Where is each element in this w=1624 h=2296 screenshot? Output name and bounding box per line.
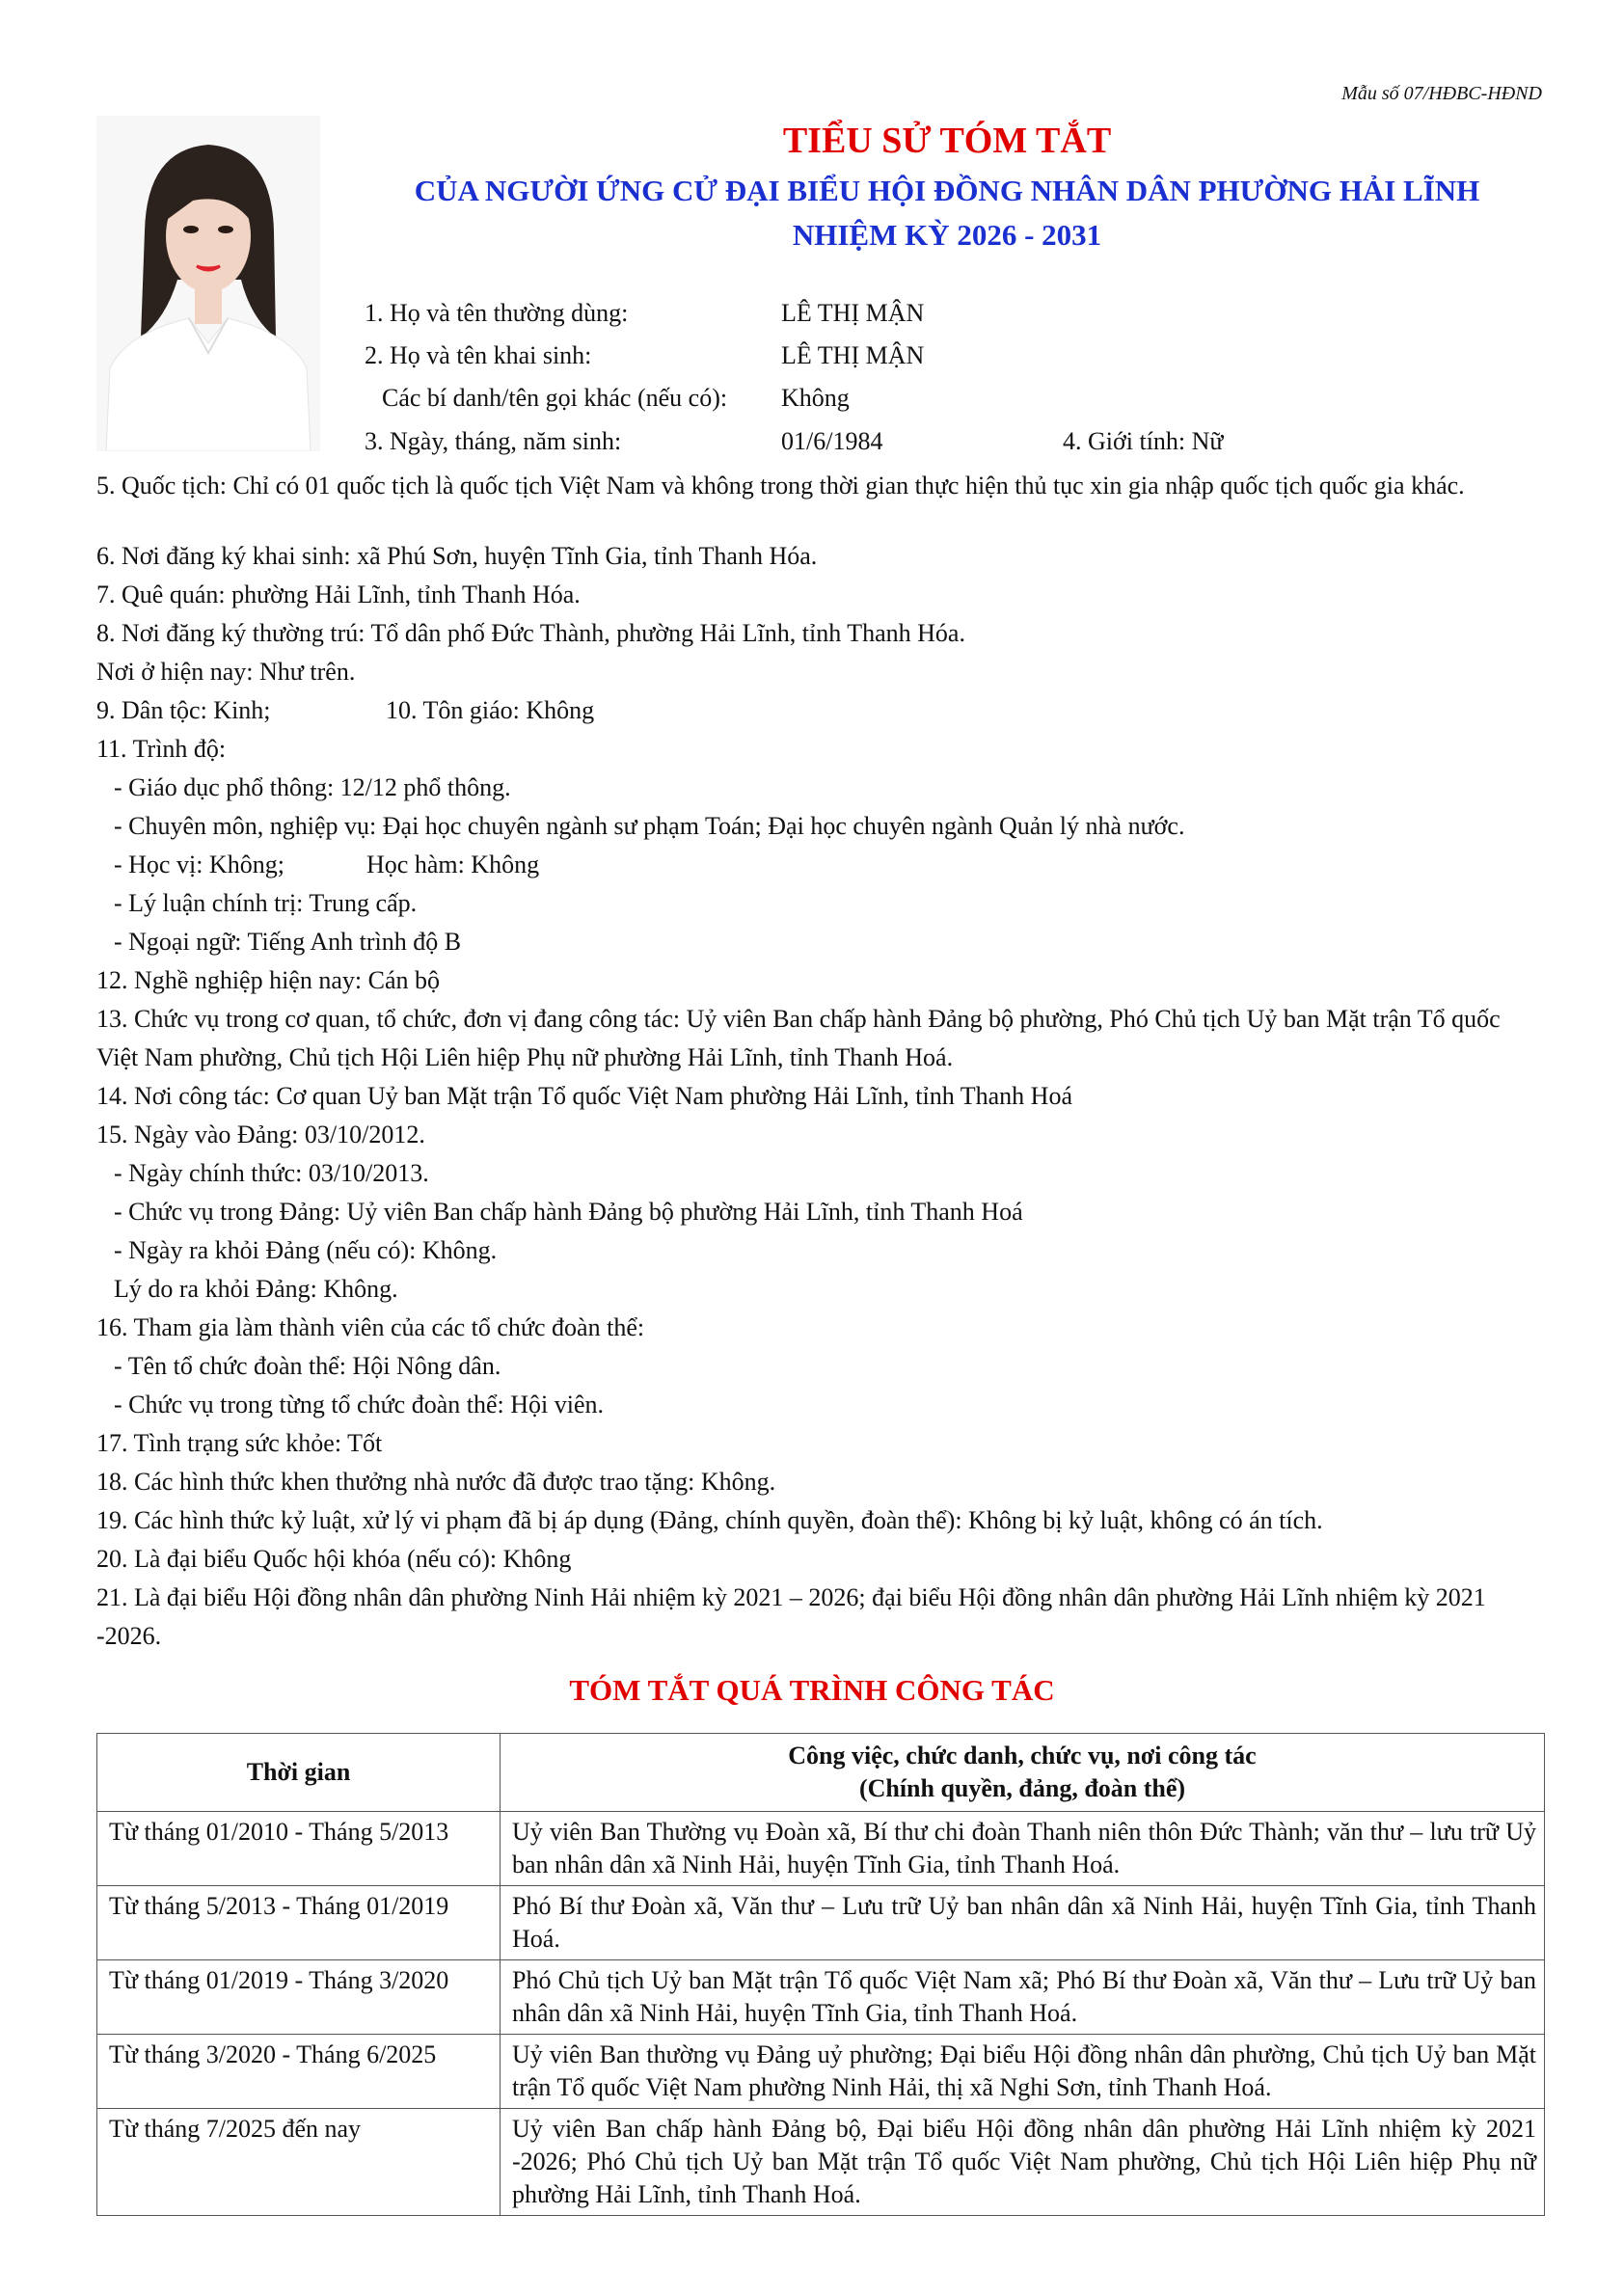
general-education-item: - Giáo dục phổ thông: 12/12 phổ thông.: [114, 773, 511, 801]
table-row: [97, 1960, 1545, 2035]
gender-field: 4. Giới tính: Nữ: [1063, 427, 1224, 455]
column-header-time: Thời gian: [97, 1734, 501, 1812]
row-time: Từ tháng 5/2013 - Tháng 01/2019: [97, 1886, 501, 1960]
dob-value: 01/6/1984: [781, 427, 883, 455]
portrait-image: [96, 116, 320, 451]
occupation-item: 12. Nghề nghiệp hiện nay: Cán bộ: [96, 966, 440, 994]
form-code: Mẫu số 07/HĐBC-HĐND: [1341, 83, 1542, 104]
political-theory-item: - Lý luận chính trị: Trung cấp.: [114, 889, 418, 917]
row-time: Từ tháng 3/2020 - Tháng 6/2025: [97, 2035, 501, 2109]
health-item: 17. Tình trạng sức khỏe: Tốt: [96, 1429, 383, 1457]
hometown-item: 7. Quê quán: phường Hải Lĩnh, tỉnh Thanh Hóa.: [96, 581, 581, 608]
awards-item: 18. Các hình thức khen thưởng nhà nước đã được trao tặng: Không.: [96, 1468, 776, 1496]
dob-label: 3. Ngày, tháng, năm sinh:: [365, 427, 622, 455]
religion-item: 10. Tôn giáo: Không: [386, 696, 595, 724]
table-header-row: [97, 1734, 1545, 1812]
national-assembly-item: 20. Là đại biểu Quốc hội khóa (nếu có): Không: [96, 1545, 572, 1573]
name-common-label: 1. Họ và tên thường dùng:: [365, 299, 629, 327]
party-leave-reason-item: Lý do ra khỏi Đảng: Không.: [114, 1275, 398, 1303]
column-header-work-line2: (Chính quyền, đảng, đoàn thể): [858, 1774, 1186, 1802]
candidate-photo: [96, 116, 320, 451]
people-council-item: 21. Là đại biểu Hội đồng nhân dân phường Ninh Hải nhiệm kỳ 2021 – 2026; đại biểu Hội đồng nhân dân phường Hải Lĩnh nhiệm kỳ 2021 -2026.: [96, 1583, 1486, 1650]
row-work: Phó Bí thư Đoàn xã, Văn thư – Lưu trữ Uỷ ban nhân dân xã Ninh Hải, huyện Tĩnh Gia, tỉnh Thanh Hoá.: [501, 1886, 1545, 1960]
discipline-item: 19. Các hình thức kỷ luật, xử lý vi phạm đã bị áp dụng (Đảng, chính quyền, đoàn thể): Không bị kỷ luật, không có án tích.: [96, 1506, 1323, 1534]
table-row: [97, 1812, 1545, 1886]
row-time: Từ tháng 01/2010 - Tháng 5/2013: [97, 1812, 501, 1886]
alias-label: Các bí danh/tên gọi khác (nếu có):: [382, 384, 728, 412]
column-header-work: [501, 1734, 1545, 1812]
row-work: Uỷ viên Ban thường vụ Đảng uỷ phường; Đại biểu Hội đồng nhân dân phường, Chủ tịch Uỷ ban Mặt trận Tổ quốc Việt Nam phường Ninh Hải, thị xã Nghi Sơn, tỉnh Thanh Hoá.: [501, 2035, 1545, 2109]
foreign-language-item: - Ngoại ngữ: Tiếng Anh trình độ B: [114, 928, 462, 956]
degree-item: - Học vị: Không;: [114, 851, 284, 878]
party-position-item: - Chức vụ trong Đảng: Uỷ viên Ban chấp hành Đảng bộ phường Hải Lĩnh, tỉnh Thanh Hoá: [114, 1198, 1023, 1226]
table-row: [97, 2035, 1545, 2109]
table-row: [97, 1886, 1545, 1960]
row-work: Uỷ viên Ban chấp hành Đảng bộ, Đại biểu Hội đồng nhân dân phường Hải Lĩnh nhiệm kỳ 2021 -2026; Phó Chủ tịch Uỷ ban Mặt trận Tổ quốc Việt Nam phường, Chủ tịch Hội Liên hiệp Phụ nữ phường Hải Lĩnh, tỉnh Thanh Hoá.: [501, 2109, 1545, 2216]
name-birth-value: LÊ THỊ MẬN: [781, 341, 925, 369]
name-birth-label: 2. Họ và tên khai sinh:: [365, 341, 592, 369]
party-join-date-item: 15. Ngày vào Đảng: 03/10/2012.: [96, 1121, 425, 1148]
work-history-table: [96, 1733, 1545, 2216]
organization-name-item: - Tên tổ chức đoàn thể: Hội Nông dân.: [114, 1352, 501, 1380]
party-leave-date-item: - Ngày ra khỏi Đảng (nếu có): Không.: [114, 1236, 498, 1264]
row-time: Từ tháng 01/2019 - Tháng 3/2020: [97, 1960, 501, 2035]
education-heading: 11. Trình độ:: [96, 735, 227, 763]
party-official-date-item: - Ngày chính thức: 03/10/2013.: [114, 1159, 429, 1187]
document-subtitle: CỦA NGƯỜI ỨNG CỬ ĐẠI BIỂU HỘI ĐỒNG NHÂN DÂN PHƯỜNG HẢI LĨNH: [414, 174, 1480, 207]
organizations-heading: 16. Tham gia làm thành viên của các tổ chức đoàn thể:: [96, 1313, 645, 1341]
organization-position-item: - Chức vụ trong từng tổ chức đoàn thể: Hội viên.: [114, 1391, 605, 1418]
alias-value: Không: [781, 384, 850, 412]
nationality-item: 5. Quốc tịch: Chỉ có 01 quốc tịch là quốc tịch Việt Nam và không trong thời gian thực hiện thủ tục xin gia nhập quốc tịch quốc gia khác.: [96, 472, 1465, 500]
current-residence-item: Nơi ở hiện nay: Như trên.: [96, 658, 356, 686]
table-row: [97, 2109, 1545, 2216]
ethnicity-item: 9. Dân tộc: Kinh;: [96, 696, 271, 724]
birth-registration-item: 6. Nơi đăng ký khai sinh: xã Phú Sơn, huyện Tĩnh Gia, tỉnh Thanh Hóa.: [96, 542, 818, 570]
column-header-work-line1: Công việc, chức danh, chức vụ, nơi công tác: [788, 1742, 1257, 1769]
permanent-residence-item: 8. Nơi đăng ký thường trú: Tổ dân phố Đức Thành, phường Hải Lĩnh, tỉnh Thanh Hóa.: [96, 619, 965, 647]
name-common-value: LÊ THỊ MẬN: [781, 299, 925, 327]
specialty-item: - Chuyên môn, nghiệp vụ: Đại học chuyên ngành sư phạm Toán; Đại học chuyên ngành Quản lý nhà nước.: [114, 812, 1185, 840]
row-time: Từ tháng 7/2025 đến nay: [97, 2109, 501, 2216]
row-work: Phó Chủ tịch Uỷ ban Mặt trận Tổ quốc Việt Nam xã; Phó Bí thư Đoàn xã, Văn thư – Lưu trữ Uỷ ban nhân dân xã Ninh Hải, huyện Tĩnh Gia, tỉnh Thanh Hoá.: [501, 1960, 1545, 2035]
work-history-title: TÓM TẮT QUÁ TRÌNH CÔNG TÁC: [569, 1673, 1055, 1707]
document-title: TIỂU SỬ TÓM TẮT: [782, 121, 1112, 161]
workplace-item: 14. Nơi công tác: Cơ quan Uỷ ban Mặt trận Tổ quốc Việt Nam phường Hải Lĩnh, tỉnh Thanh Hoá: [96, 1082, 1072, 1110]
position-item: 13. Chức vụ trong cơ quan, tổ chức, đơn vị đang công tác: Uỷ viên Ban chấp hành Đảng bộ phường, Phó Chủ tịch Uỷ ban Mặt trận Tổ quốc Việt Nam phường, Chủ tịch Hội Liên hiệp Phụ nữ phường Hải Lĩnh, tỉnh Thanh Hoá.: [96, 1005, 1501, 1071]
document-term: NHIỆM KỲ 2026 - 2031: [792, 218, 1102, 252]
row-work: Uỷ viên Ban Thường vụ Đoàn xã, Bí thư chi đoàn Thanh niên thôn Đức Thành; văn thư – lưu trữ Uỷ ban nhân dân xã Ninh Hải, huyện Tĩnh Gia, tỉnh Thanh Hoá.: [501, 1812, 1545, 1886]
academic-title-item: Học hàm: Không: [366, 851, 540, 878]
